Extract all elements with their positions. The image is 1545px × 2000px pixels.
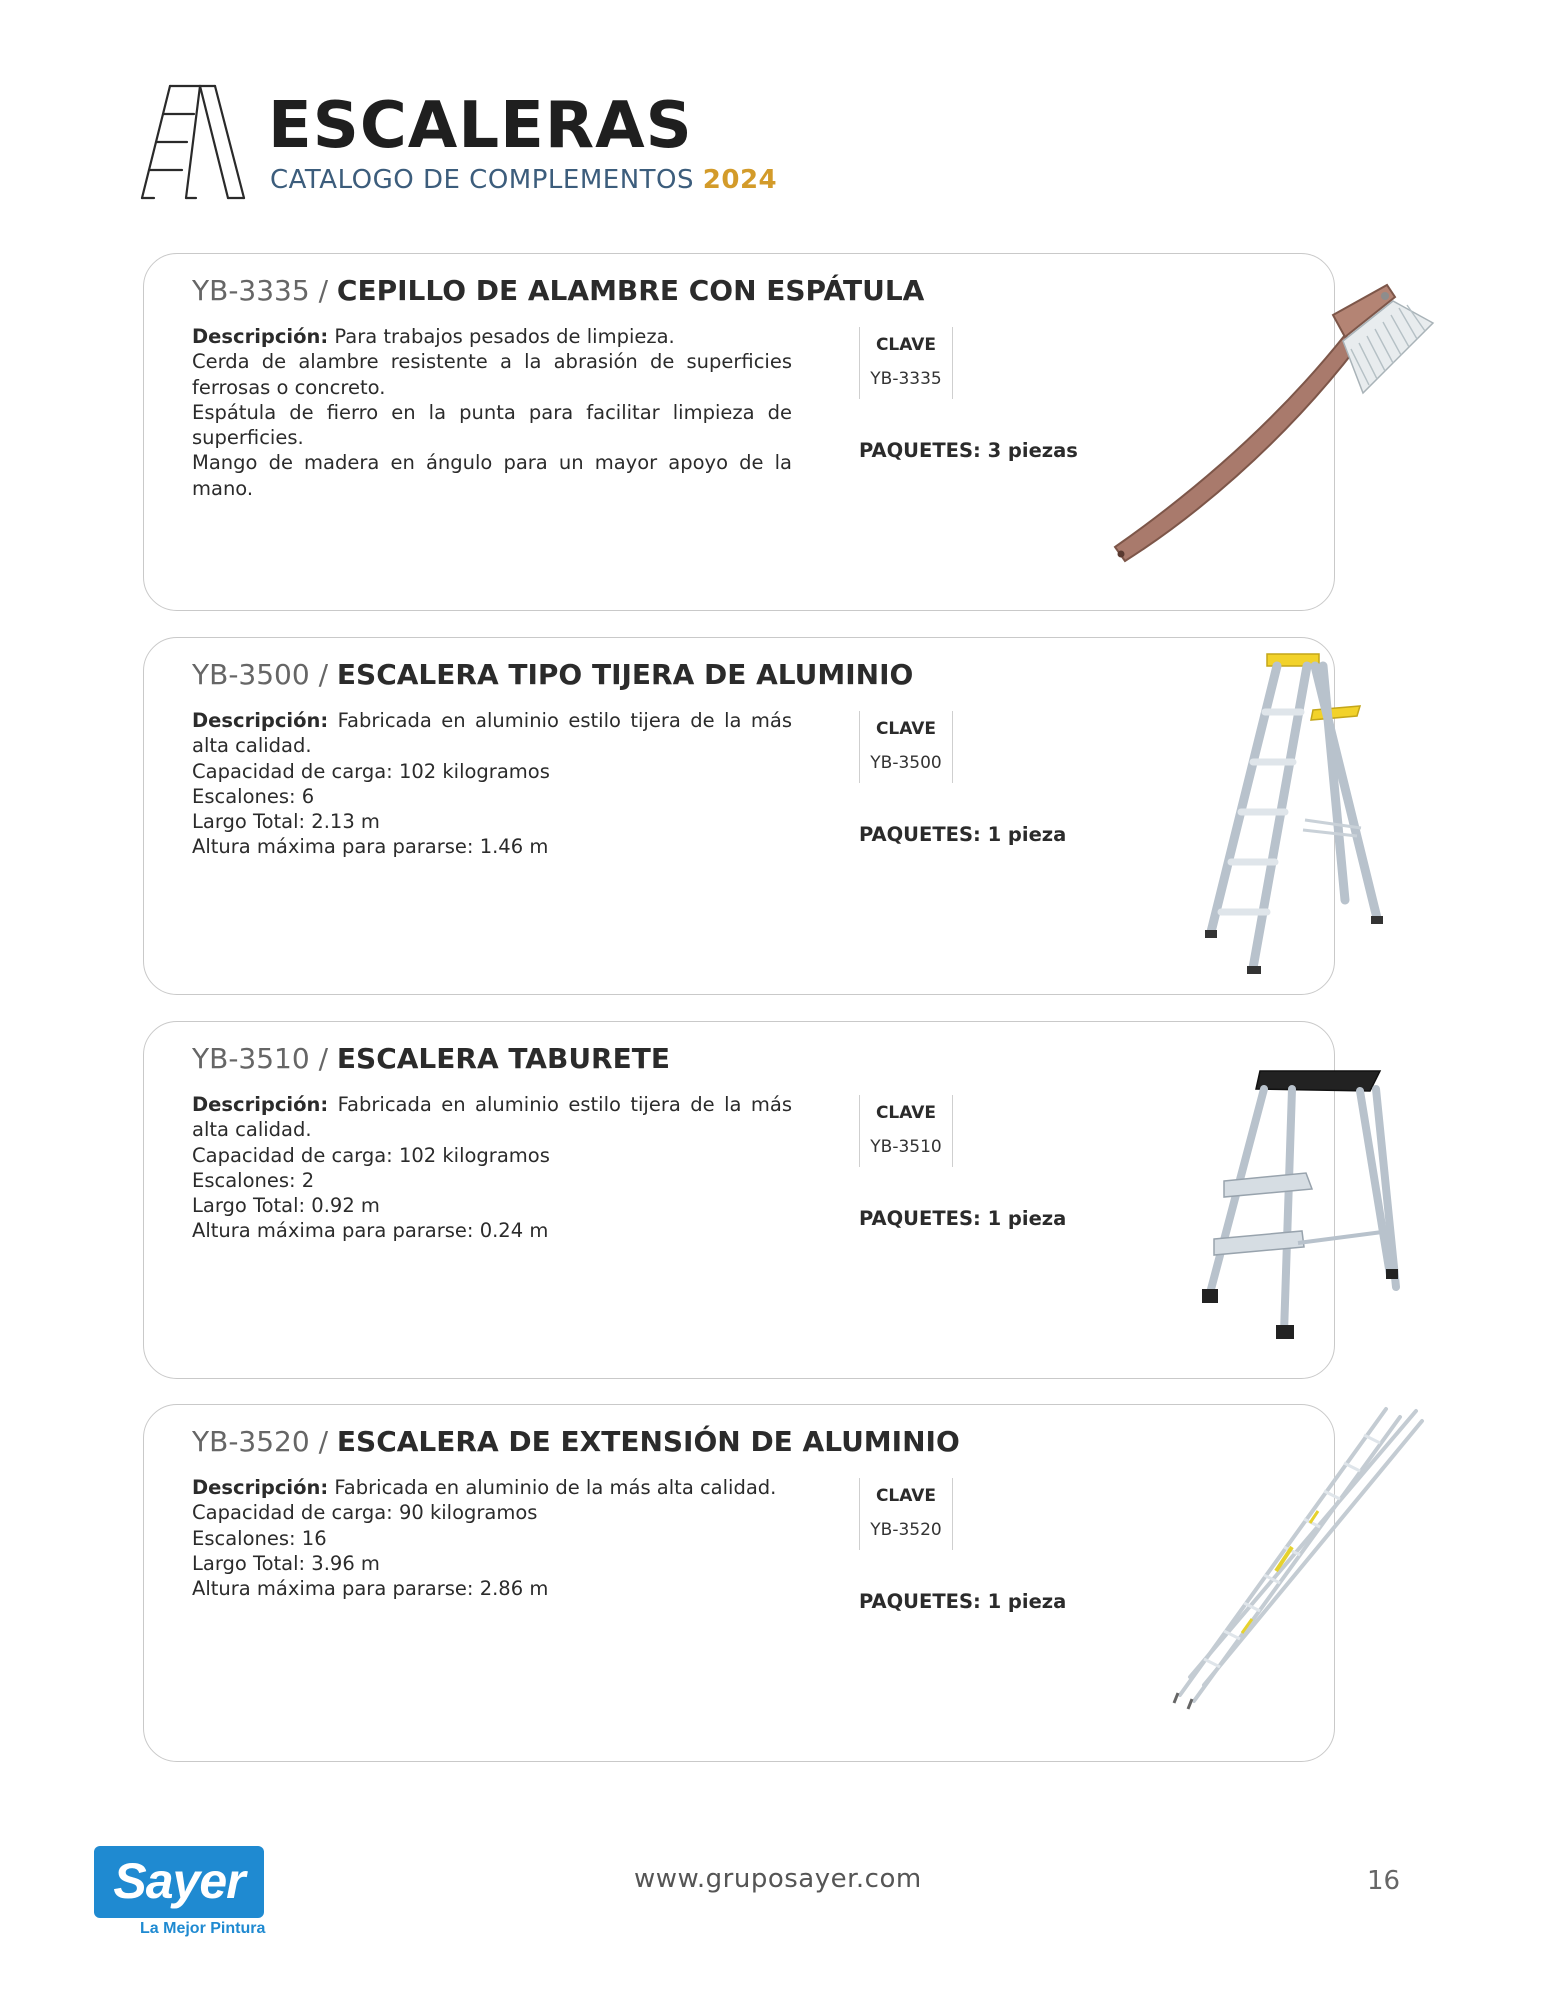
clave-value: YB-3510	[870, 1137, 942, 1157]
paquetes-label: PAQUETES: 1 pieza	[859, 1207, 1067, 1230]
product-card	[143, 1404, 1335, 1762]
product-card	[143, 637, 1335, 995]
product-code: YB-3520 /	[192, 1425, 329, 1458]
page-subtitle: CATALOGO DE COMPLEMENTOS 2024	[270, 165, 778, 195]
website-link[interactable]: www.gruposayer.com	[634, 1864, 922, 1894]
product-code: YB-3510 /	[192, 1042, 329, 1075]
stool-ladder-image	[1180, 1055, 1410, 1345]
clave-value: YB-3335	[870, 369, 942, 389]
catalog-year: 2024	[702, 165, 778, 195]
product-title	[192, 1042, 670, 1075]
product-name: CEPILLO DE ALAMBRE CON ESPÁTULA	[336, 274, 925, 307]
clave-box: CLAVE YB-3335	[859, 327, 953, 399]
product-card	[143, 1021, 1335, 1379]
page-number: 16	[1367, 1866, 1401, 1896]
clave-value: YB-3520	[870, 1520, 942, 1540]
product-description: Descripción: Para trabajos pesados de limpieza. Cerda de alambre resistente a la abrasión de superficies ferrosas o concreto. Espátula de fierro en la punta para facilitar limpieza de superficies. Mango de madera en ángulo para un mayor apoyo de la mano.	[192, 325, 792, 500]
product-name: ESCALERA DE EXTENSIÓN DE ALUMINIO	[336, 1425, 960, 1458]
product-code: YB-3335 /	[192, 274, 329, 307]
page-title: ESCALERAS	[268, 89, 693, 163]
step-ladder-image	[1195, 650, 1410, 980]
paquetes-label: PAQUETES: 1 pieza	[859, 1590, 1067, 1613]
product-name: ESCALERA TABURETE	[336, 1042, 670, 1075]
product-title	[192, 658, 913, 691]
product-code: YB-3500 /	[192, 658, 329, 691]
paquetes-label: PAQUETES: 3 piezas	[859, 439, 1078, 462]
product-description: Descripción: Fabricada en aluminio de la más alta calidad. Capacidad de carga: 90 kilogramos Escalones: 16 Largo Total: 3.96 m Altura máxima para pararse: 2.86 m	[192, 1476, 777, 1601]
ladder-icon	[140, 84, 246, 200]
clave-box: CLAVE YB-3510	[859, 1095, 953, 1167]
product-description: Descripción: Fabricada en aluminio estilo tijera de la más alta calidad. Capacidad de carga: 102 kilogramos Escalones: 2 Largo Total: 0.92 m Altura máxima para pararse: 0.24 m	[192, 1093, 792, 1243]
product-description: Descripción: Fabricada en aluminio estilo tijera de la más alta calidad. Capacidad de carga: 102 kilogramos Escalones: 6 Largo Total: 2.13 m Altura máxima para pararse: 1.46 m	[192, 709, 792, 859]
clave-box: CLAVE YB-3500	[859, 711, 953, 783]
extension-ladder-image	[1160, 1395, 1430, 1715]
paquetes-label: PAQUETES: 1 pieza	[859, 823, 1067, 846]
brand-logo[interactable]: Sayer	[94, 1846, 264, 1918]
product-name: ESCALERA TIPO TIJERA DE ALUMINIO	[336, 658, 914, 691]
brand-tagline: La Mejor Pintura	[140, 1920, 266, 1937]
wire-brush-image	[1095, 275, 1450, 575]
clave-box: CLAVE YB-3520	[859, 1478, 953, 1550]
clave-value: YB-3500	[870, 753, 942, 773]
product-title	[192, 274, 924, 307]
product-title	[192, 1425, 960, 1458]
